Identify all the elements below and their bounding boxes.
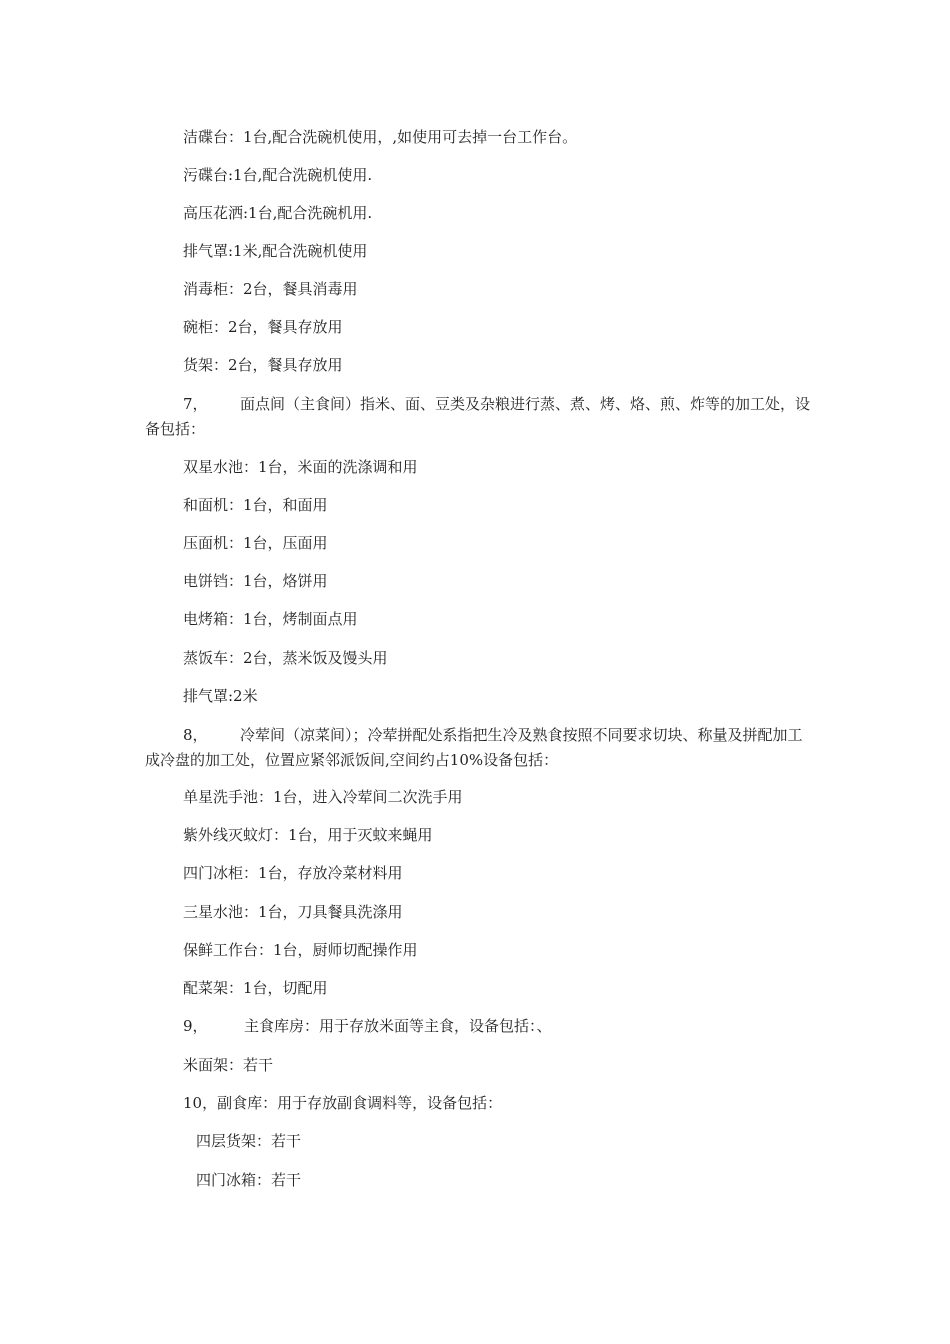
section-text: 面点间（主食间）指米、面、豆类及杂粮进行蒸、煮、烤、烙、煎、炸等的加工处，设备包括：	[145, 395, 811, 438]
section-9-heading	[183, 1016, 552, 1036]
section-8-paragraph	[145, 723, 810, 773]
list-item: 和面机：1台，和面用	[183, 496, 328, 514]
section-10-heading: 10，副食库：用于存放副食调料等，设备包括：	[183, 1094, 503, 1112]
list-item: 蒸饭车：2台，蒸米饭及馒头用	[183, 649, 388, 667]
list-item: 货架：2台，餐具存放用	[183, 356, 343, 374]
list-item: 配菜架：1台，切配用	[183, 979, 328, 997]
list-item: 保鲜工作台：1台，厨师切配操作用	[183, 941, 418, 959]
list-item: 高压花洒:1台,配合洗碗机用.	[183, 204, 373, 222]
list-item: 洁碟台：1台,配合洗碗机使用，,如使用可去掉一台工作台。	[183, 128, 578, 146]
list-item: 消毒柜：2台，餐具消毒用	[183, 280, 358, 298]
list-item: 四门冰柜：1台，存放冷菜材料用	[183, 864, 403, 882]
list-item: 电饼铛：1台，烙饼用	[183, 572, 328, 590]
list-item: 碗柜：2台，餐具存放用	[183, 318, 343, 336]
list-item: 压面机：1台，压面用	[183, 534, 328, 552]
list-item: 双星水池：1台，米面的洗涤调和用	[183, 458, 418, 476]
list-item: 米面架：若干	[183, 1056, 274, 1074]
list-item: 排气罩:1米,配合洗碗机使用	[183, 242, 368, 260]
list-item: 电烤箱：1台，烤制面点用	[183, 610, 358, 628]
list-item: 排气罩:2米	[183, 687, 258, 705]
section-text: 主食库房：用于存放米面等主食，设备包括：、	[244, 1017, 552, 1035]
list-item: 四层货架：若干	[196, 1132, 302, 1150]
section-number: 7，	[183, 395, 208, 413]
section-number: 8，	[183, 726, 208, 744]
list-item: 四门冰箱：若干	[196, 1171, 302, 1189]
list-item: 紫外线灭蚊灯：1台，用于灭蚊来蝇用	[183, 826, 433, 844]
list-item: 三星水池：1台，刀具餐具洗涤用	[183, 903, 403, 921]
section-number: 9，	[183, 1017, 208, 1035]
list-item: 单星洗手池：1台，进入冷荤间二次洗手用	[183, 788, 463, 806]
list-item: 污碟台:1台,配合洗碗机使用.	[183, 166, 373, 184]
section-7-paragraph	[145, 392, 810, 442]
section-text: 冷荤间（凉菜间）；冷荤拼配处系指把生冷及熟食按照不同要求切块、称量及拼配加工成冷盘的加工处，位置应紧邻派饭间,空间约占10%设备包括：	[145, 726, 803, 769]
